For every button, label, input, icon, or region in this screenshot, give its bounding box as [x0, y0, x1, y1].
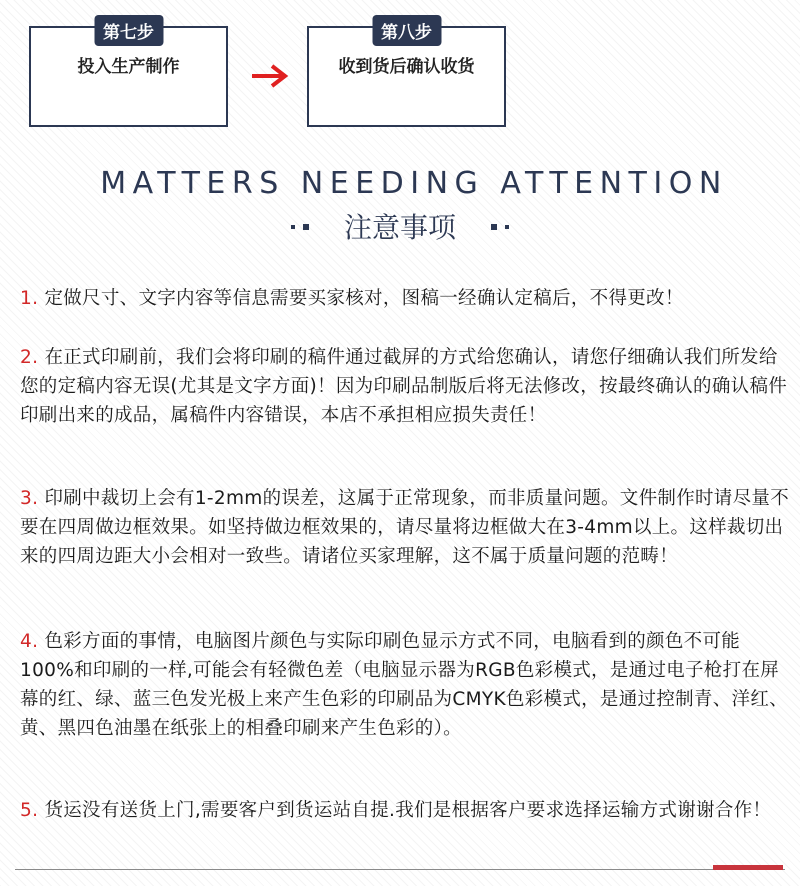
chinese-heading: 注意事项 [343, 211, 456, 244]
notice-item-1 [20, 284, 792, 313]
notice-number: 1. [20, 288, 39, 309]
notice-item-2 [20, 343, 792, 430]
notice-text: 印刷中裁切上会有1-2mm的误差，这属于正常现象，而非质量问题。文件制作时请尽量不要在四周做边框效果。如坚持做边框效果的，请尽量将边框做大在3-4mm以上。这样裁切出来的四周边距大小会相对一致些。请诸位买家理解，这不属于质量问题的范畴！ [20, 488, 790, 567]
notice-text: 货运没有送货上门,需要客户到货运站自提.我们是根据客户要求选择运输方式谢谢合作！ [38, 800, 772, 821]
notice-number: 2. [20, 347, 39, 368]
english-heading: MATTERS NEEDING ATTENTION [100, 166, 728, 201]
notice-number: 5. [20, 800, 39, 821]
notice-number: 4. [20, 631, 39, 652]
step-seven-text: 投入生产制作 [77, 57, 180, 77]
step-seven-box [29, 23, 228, 127]
step-eight-text: 收到货后确认收货 [338, 57, 475, 77]
notice-item-4 [20, 627, 792, 743]
notice-item-3 [20, 484, 792, 571]
left-dots-ornament [287, 217, 313, 236]
chinese-heading-row [0, 206, 800, 246]
bottom-divider [15, 869, 785, 870]
step-seven-tag: 第七步 [94, 15, 163, 46]
step-eight-box [307, 23, 506, 127]
notice-number: 3. [20, 488, 39, 509]
notice-text: 在正式印刷前，我们会将印刷的稿件通过截屏的方式给您确认，请您仔细确认我们所发给您的定稿内容无误(尤其是文字方面)！因为印刷品制版后将无法修改，按最终确认的确认稿件印刷出来的成品，属稿件内容错误，本店不承担相应损失责任！ [20, 347, 788, 426]
bottom-accent-bar [713, 865, 783, 870]
notice-item-5 [20, 796, 792, 825]
notice-text: 定做尺寸、文字内容等信息需要买家核对，图稿一经确认定稿后，不得更改！ [38, 288, 684, 309]
right-arrow-icon [250, 63, 290, 89]
step-eight-tag: 第八步 [372, 15, 441, 46]
notice-text: 色彩方面的事情，电脑图片颜色与实际印刷色显示方式不同，电脑看到的颜色不可能100%和印刷的一样,可能会有轻微色差（电脑显示器为RGB色彩模式，是通过电子枪打在屏幕的红、绿、蓝三色发光极上来产生色彩的印刷品为CMYK色彩模式，是通过控制青、洋红、黄、黑四色油墨在纸张上的相叠印刷来产生色彩的）。 [20, 631, 788, 739]
right-dots-ornament [487, 217, 513, 236]
